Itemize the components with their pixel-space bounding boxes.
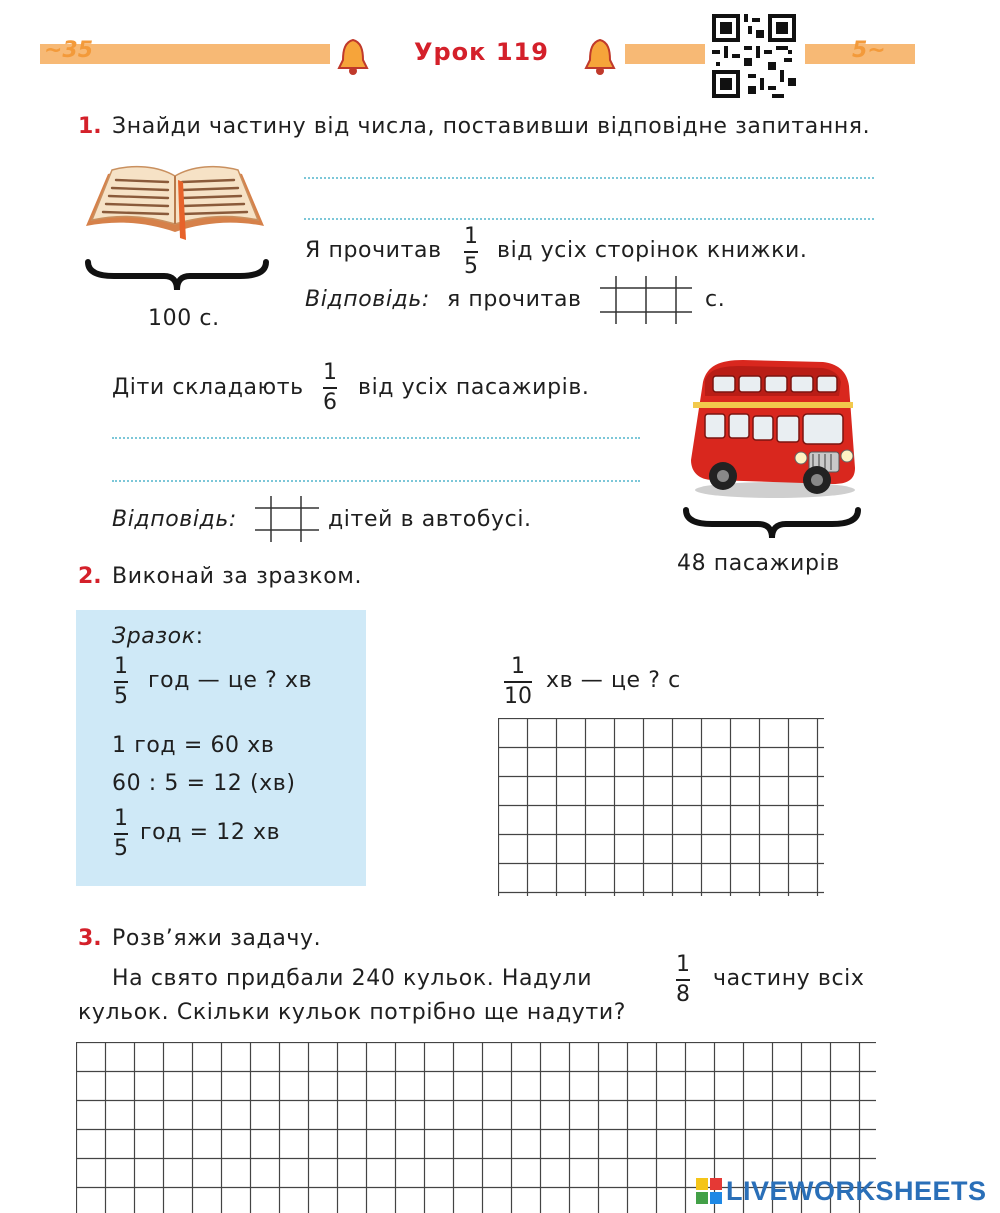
fraction (504, 654, 532, 710)
fraction (676, 952, 690, 1008)
task-instruction: Розв’яжи задачу. (112, 926, 322, 951)
problem-text: кульок. Скільки кульок потрібно ще надути? (78, 1000, 626, 1025)
statement-text: від усіх пасажирів. (358, 375, 590, 400)
qr-code-icon[interactable] (712, 14, 796, 98)
sample-title (112, 624, 204, 649)
problem-text: На свято придбали 240 кульок. Надули (112, 966, 593, 991)
exercise-text: хв — це ? с (546, 668, 681, 693)
answer-grid[interactable] (498, 718, 824, 896)
answer-writing-line[interactable] (304, 218, 874, 220)
answer-writing-line[interactable] (112, 480, 640, 482)
brace-shape (682, 506, 862, 542)
fraction-numerator: 1 (464, 224, 478, 249)
brace-shape (84, 258, 270, 294)
fraction-numerator: 1 (676, 952, 690, 977)
header-deco-right: 5~ (852, 38, 886, 63)
sample-title-colon: : (195, 624, 204, 649)
fraction-denominator: 8 (676, 982, 690, 1007)
lesson-title: Урок 119 (414, 38, 549, 66)
answer-writing-line[interactable] (304, 177, 874, 179)
task-number: 2. (78, 564, 102, 589)
fraction-numerator: 1 (114, 654, 128, 679)
fraction (114, 654, 128, 710)
answer-digit-boxes[interactable] (600, 276, 692, 324)
task-number: 1. (78, 114, 102, 139)
bell-icon (335, 36, 371, 78)
fraction (323, 360, 337, 416)
sample-line: год — це ? хв (148, 668, 313, 693)
sample-line: 60 : 5 = 12 (хв) (112, 771, 296, 796)
fraction-denominator: 5 (114, 836, 128, 861)
statement-text: Я прочитав (305, 238, 442, 263)
fraction-numerator: 1 (114, 806, 128, 831)
fraction-numerator: 1 (511, 654, 525, 679)
statement-text: від усіх сторінок книжки. (497, 238, 808, 263)
statement-text: Діти складають (112, 375, 304, 400)
answer-text: я прочитав (447, 287, 582, 312)
answer-label: Відповідь: (112, 507, 237, 532)
watermark-text: LIVEWORKSHEETS (726, 1176, 987, 1206)
watermark (696, 1176, 987, 1207)
fraction (464, 224, 478, 280)
fraction (114, 806, 128, 862)
liveworksheets-logo-icon (696, 1178, 722, 1206)
task-instruction: Знайди частину від числа, поставивши відповідне запитання. (112, 114, 871, 139)
task-number: 3. (78, 926, 102, 951)
answer-text: дітей в автобусі. (328, 507, 532, 532)
fraction-numerator: 1 (323, 360, 337, 385)
answer-label: Відповідь: (305, 287, 430, 312)
fraction-denominator: 6 (323, 390, 337, 415)
sample-line: 1 год = 60 хв (112, 733, 275, 758)
header-deco-left: ~35 (44, 38, 94, 63)
brace-label: 48 пасажирів (677, 551, 840, 576)
fraction-denominator: 10 (504, 684, 532, 709)
fraction-denominator: 5 (114, 684, 128, 709)
answer-digit-boxes[interactable] (255, 496, 319, 542)
open-book-image (82, 160, 268, 242)
red-bus-image (683, 356, 861, 500)
task-instruction: Виконай за зразком. (112, 564, 363, 589)
problem-text: частину всіх (713, 966, 865, 991)
bell-icon (582, 36, 618, 78)
answer-unit: с. (705, 287, 726, 312)
header-band-mid (625, 44, 705, 64)
sample-line: год = 12 хв (140, 820, 281, 845)
answer-writing-line[interactable] (112, 437, 640, 439)
fraction-denominator: 5 (464, 254, 478, 279)
sample-title-text: Зразок (112, 624, 196, 649)
brace-label: 100 с. (148, 306, 220, 331)
